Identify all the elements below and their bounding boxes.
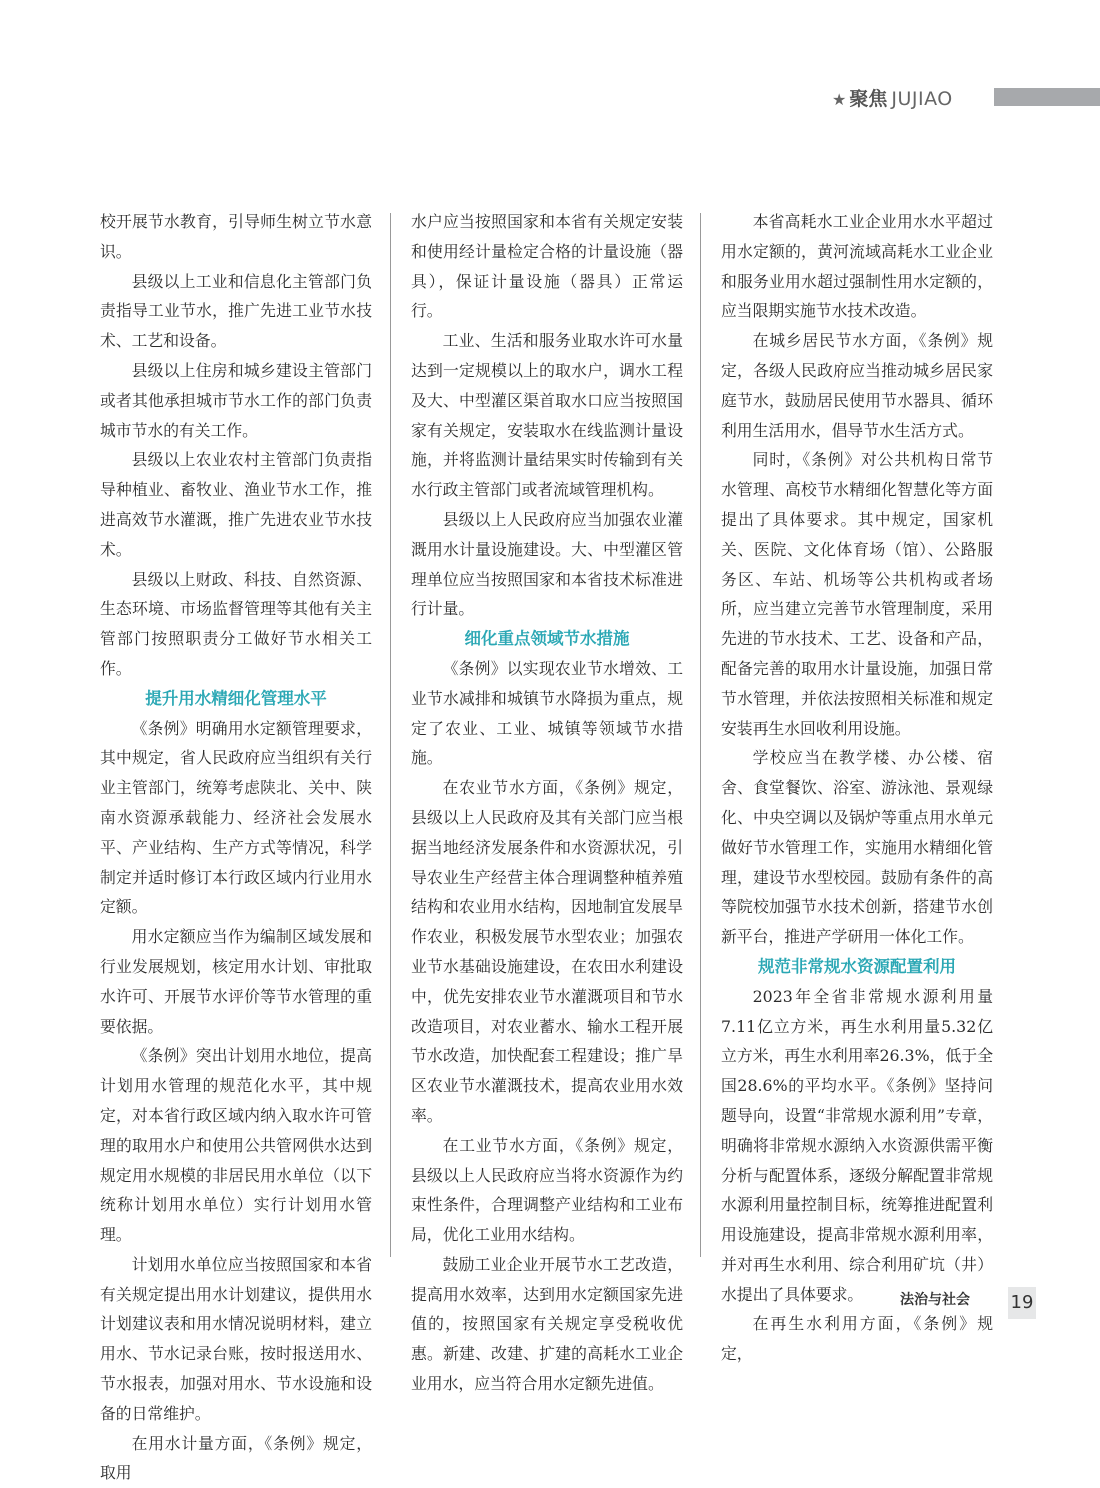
paragraph: 校开展节水教育，引导师生树立节水意识。 — [100, 212, 372, 261]
section-title-cn: 聚焦 — [849, 88, 888, 110]
paragraph: 2023年全省非常规水源利用量7.11亿立方米，再生水利用量5.32亿立方米，再生水利用率26.3%，低于全国28.6%的平均水平。《条例》坚持问题导向，设置“非常规水源利用”专章，明确将非常规水源纳入水资源供需平衡分析与配置体系，逐级分解配置非常规水源利用量控制目标，统筹推进配置利用设施建设，提高非常规水源利用率，并对再生水利用、综合利用矿坑（井）水提出了具体要求。 — [721, 986, 993, 1304]
paragraph: 水户应当按照国家和本省有关规定安装和使用经计量检定合格的计量设施（器具），保证计量设施（器具）正常运行。 — [411, 212, 683, 321]
section-heading: 规范非常规水资源配置利用 — [758, 956, 956, 976]
paragraph: 《条例》明确用水定额管理要求，其中规定，省人民政府应当组织有关行业主管部门，统筹考虑陕北、关中、陕南水资源承载能力、经济社会发展水平、产业结构、生产方式等情况，科学制定并适时修订本行政区域内行业用水定额。 — [100, 718, 372, 917]
paragraph: 在农业节水方面，《条例》规定，县级以上人民政府及其有关部门应当根据当地经济发展条件和水资源状况，引导农业生产经营主体合理调整种植养殖结构和农业用水结构，因地制宜发展旱作农业，积极发展节水型农业；加强农业节水基础设施建设，在农田水利建设中，优先安排农业节水灌溉项目和节水改造项目，对农业蓄水、输水工程开展节水改造，加快配套工程建设；推广旱区农业节水灌溉技术，提高农业用水效率。 — [411, 778, 683, 1125]
paragraph: 在工业节水方面，《条例》规定，县级以上人民政府应当将水资源作为约束性条件，合理调整产业结构和工业布局，优化工业用水结构。 — [411, 1135, 683, 1245]
paragraph: 同时，《条例》对公共机构日常节水管理、高校节水精细化智慧化等方面提出了具体要求。其中规定，国家机关、医院、文化体育场（馆）、公路服务区、车站、机场等公共机构或者场所，应当建立完善节水管理制度，采用先进的节水技术、工艺、设备和产品，配备完善的取用水计量设施，加强日常节水管理，并依法按照相关标准和规定安装再生水回收利用设施。 — [721, 450, 993, 738]
paragraph: 《条例》以实现农业节水增效、工业节水减排和城镇节水降损为重点，规定了农业、工业、城镇等领域节水措施。 — [411, 658, 683, 768]
section-title-en: JUJIAO — [891, 88, 953, 110]
article-column-3 — [721, 207, 993, 1369]
article-column-2 — [411, 207, 683, 1399]
section-heading: 提升用水精细化管理水平 — [145, 688, 327, 708]
paragraph: 县级以上财政、科技、自然资源、生态环境、市场监督管理等其他有关主管部门按照职责分工做好节水相关工作。 — [100, 569, 372, 678]
column-divider — [700, 213, 701, 1257]
paragraph: 用水定额应当作为编制区域发展和行业发展规划，核定用水计划、审批取水许可、开展节水评价等节水管理的重要依据。 — [100, 927, 372, 1036]
paragraph: 《条例》突出计划用水地位，提高计划用水管理的规范化水平，其中规定，对本省行政区域内纳入取水许可管理的取用水户和使用公共管网供水达到规定用水规模的非居民用水单位（以下统称计划用水单位）实行计划用水管理。 — [100, 1046, 372, 1245]
paragraph: 县级以上农业农村主管部门负责指导种植业、畜牧业、渔业节水工作，推进高效节水灌溉，推广先进农业节水技术。 — [100, 450, 372, 559]
paragraph: 县级以上住房和城乡建设主管部门或者其他承担城市节水工作的部门负责城市节水的有关工作。 — [100, 360, 372, 440]
paragraph: 学校应当在教学楼、办公楼、宿舍、食堂餐饮、浴室、游泳池、景观绿化、中央空调以及锅炉等重点用水单元做好节水管理工作，实施用水精细化管理，建设节水型校园。鼓励有条件的高等院校加强节水技术创新，搭建节水创新平台，推进产学研用一体化工作。 — [721, 748, 993, 947]
paragraph: 计划用水单位应当按照国家和本省有关规定提出用水计划建议，提供用水计划建议表和用水情况说明材料，建立用水、节水记录台账，按时报送用水、节水报表，加强对用水、节水设施和设备的日常维护。 — [100, 1254, 372, 1423]
section-heading: 细化重点领域节水措施 — [464, 629, 630, 649]
paragraph: 在城乡居民节水方面，《条例》规定，各级人民政府应当推动城乡居民家庭节水，鼓励居民使用节水器具、循环利用生活用水，倡导节水生活方式。 — [721, 331, 993, 440]
paragraph: 县级以上工业和信息化主管部门负责指导工业节水，推广先进工业节水技术、工艺和设备。 — [100, 271, 372, 351]
section-header — [832, 86, 953, 113]
paragraph: 本省高耗水工业企业用水水平超过用水定额的，黄河流域高耗水工业企业和服务业用水超过强制性用水定额的，应当限期实施节水技术改造。 — [721, 212, 993, 321]
paragraph: 工业、生活和服务业取水许可水量达到一定规模以上的取水户，调水工程及大、中型灌区渠首取水口应当按照国家有关规定，安装取水在线监测计量设施，并将监测计量结果实时传输到有关水行政主管部门或者流域管理机构。 — [411, 331, 683, 500]
page-number: 19 — [1008, 1287, 1036, 1319]
paragraph: 在用水计量方面，《条例》规定，取用 — [100, 1433, 372, 1483]
article-column-1 — [100, 207, 372, 1488]
magazine-name: 法治与社会 — [900, 1292, 970, 1308]
header-accent-bar — [994, 88, 1100, 106]
paragraph: 鼓励工业企业开展节水工艺改造，提高用水效率，达到用水定额国家先进值的，按照国家有关规定享受税收优惠。新建、改建、扩建的高耗水工业企业用水，应当符合用水定额先进值。 — [411, 1254, 683, 1394]
paragraph: 县级以上人民政府应当加强农业灌溉用水计量设施建设。大、中型灌区管理单位应当按照国家和本省技术标准进行计量。 — [411, 509, 683, 619]
column-divider — [390, 213, 391, 1257]
paragraph: 在再生水利用方面，《条例》规定， — [721, 1314, 993, 1364]
star-icon: ★ — [832, 90, 847, 109]
